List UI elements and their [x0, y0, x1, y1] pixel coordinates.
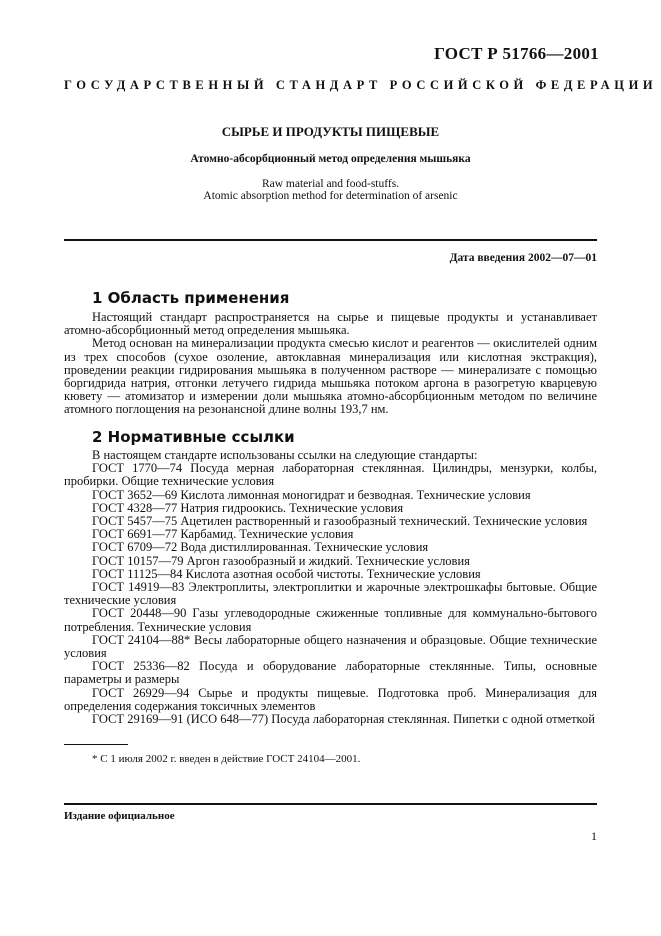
section-1-paragraph-1: Настоящий стандарт распространяется на сырье и пищевые продукты и устанавливает атомно-абсорбционный метод определения мышьяка. [64, 310, 597, 338]
english-title-line1: Raw material and food-stuffs. [261, 178, 400, 190]
english-title [64, 178, 597, 202]
footnote: * С 1 июля 2002 г. введен в действие ГОСТ 24104—2001. [92, 753, 361, 765]
reference-item: ГОСТ 4328—77 Натрия гидроокись. Технические условия [92, 500, 404, 515]
section-1-heading: 1 Область применения [92, 289, 290, 307]
section-2-intro: В настоящем стандарте использованы ссылки на следующие стандарты: [92, 448, 478, 462]
footer-divider [64, 803, 597, 805]
reference-item: ГОСТ 11125—84 Кислота азотная особой чистоты. Технические условия [92, 566, 481, 581]
reference-item: ГОСТ 1770—74 Посуда мерная лабораторная стеклянная. Цилиндры, мензурки, колбы, пробирки. Общие технические условия [64, 461, 597, 489]
reference-item: ГОСТ 5457—75 Ацетилен растворенный и газообразный технический. Технические условия [92, 514, 588, 529]
reference-item: ГОСТ 20448—90 Газы углеводородные сжиженные топливные для коммунально-бытового потребления. Технические условия [64, 606, 597, 634]
reference-item: ГОСТ 6691—77 Карбамид. Технические условия [92, 527, 354, 542]
section-1-body [64, 311, 597, 417]
section-2-body [64, 449, 597, 726]
english-title-line2: Atomic absorption method for determination of arsenic [203, 190, 458, 202]
reference-item: ГОСТ 26929—94 Сырье и продукты пищевые. Подготовка проб. Минерализация для определения содержания токсичных элементов [64, 685, 597, 713]
header-divider [64, 239, 597, 241]
page-number: 1 [591, 829, 597, 843]
reference-item: ГОСТ 14919—83 Электроплиты, электроплитки и жарочные электрошкафы бытовые. Общие технические условия [64, 580, 597, 608]
section-1-paragraph-2: Метод основан на минерализации продукта смесью кислот и реагентов — окислителей одним из трех способов (сухое озоление, автоклавная минерализация или кислотная экстракция), проведении реакции гидрирования мышьяка в полученном растворе — минерализате с помощью боргидрида натрия, отгонки летучего гидрида мышьяка потоком аргона в разогретую кварцевую кювету — атомизатор и измерении доли мышьяка атомно-абсорбционным методом по величине атомного поглощения на резонансной длине волны 193,7 нм. [64, 336, 597, 417]
reference-item: ГОСТ 3652—69 Кислота лимонная моногидрат и безводная. Технические условия [92, 487, 531, 502]
reference-item: ГОСТ 25336—82 Посуда и оборудование лабораторные стеклянные. Типы, основные параметры и размеры [64, 659, 597, 687]
footnote-separator [64, 744, 128, 745]
edition-label: Издание официальное [64, 810, 175, 822]
reference-item: ГОСТ 6709—72 Вода дистиллированная. Технические условия [92, 540, 429, 555]
document-subtitle: Атомно-абсорбционный метод определения мышьяка [190, 153, 471, 165]
state-standard-banner: ГОСУДАРСТВЕННЫЙ СТАНДАРТ РОССИЙСКОЙ ФЕДЕРАЦИИ [64, 78, 658, 92]
introduction-date: Дата введения 2002—07—01 [449, 252, 597, 264]
document-code: ГОСТ Р 51766—2001 [434, 44, 599, 63]
reference-item: ГОСТ 24104—88* Весы лабораторные общего назначения и образцовые. Общие технические условия [64, 632, 597, 661]
reference-item: ГОСТ 10157—79 Аргон газообразный и жидкий. Технические условия [92, 553, 470, 568]
section-2-heading: 2 Нормативные ссылки [92, 428, 295, 446]
reference-item: ГОСТ 29169—91 (ИСО 648—77) Посуда лабораторная стеклянная. Пипетки с одной отметкой [92, 712, 595, 727]
document-title: СЫРЬЕ И ПРОДУКТЫ ПИЩЕВЫЕ [221, 124, 440, 139]
